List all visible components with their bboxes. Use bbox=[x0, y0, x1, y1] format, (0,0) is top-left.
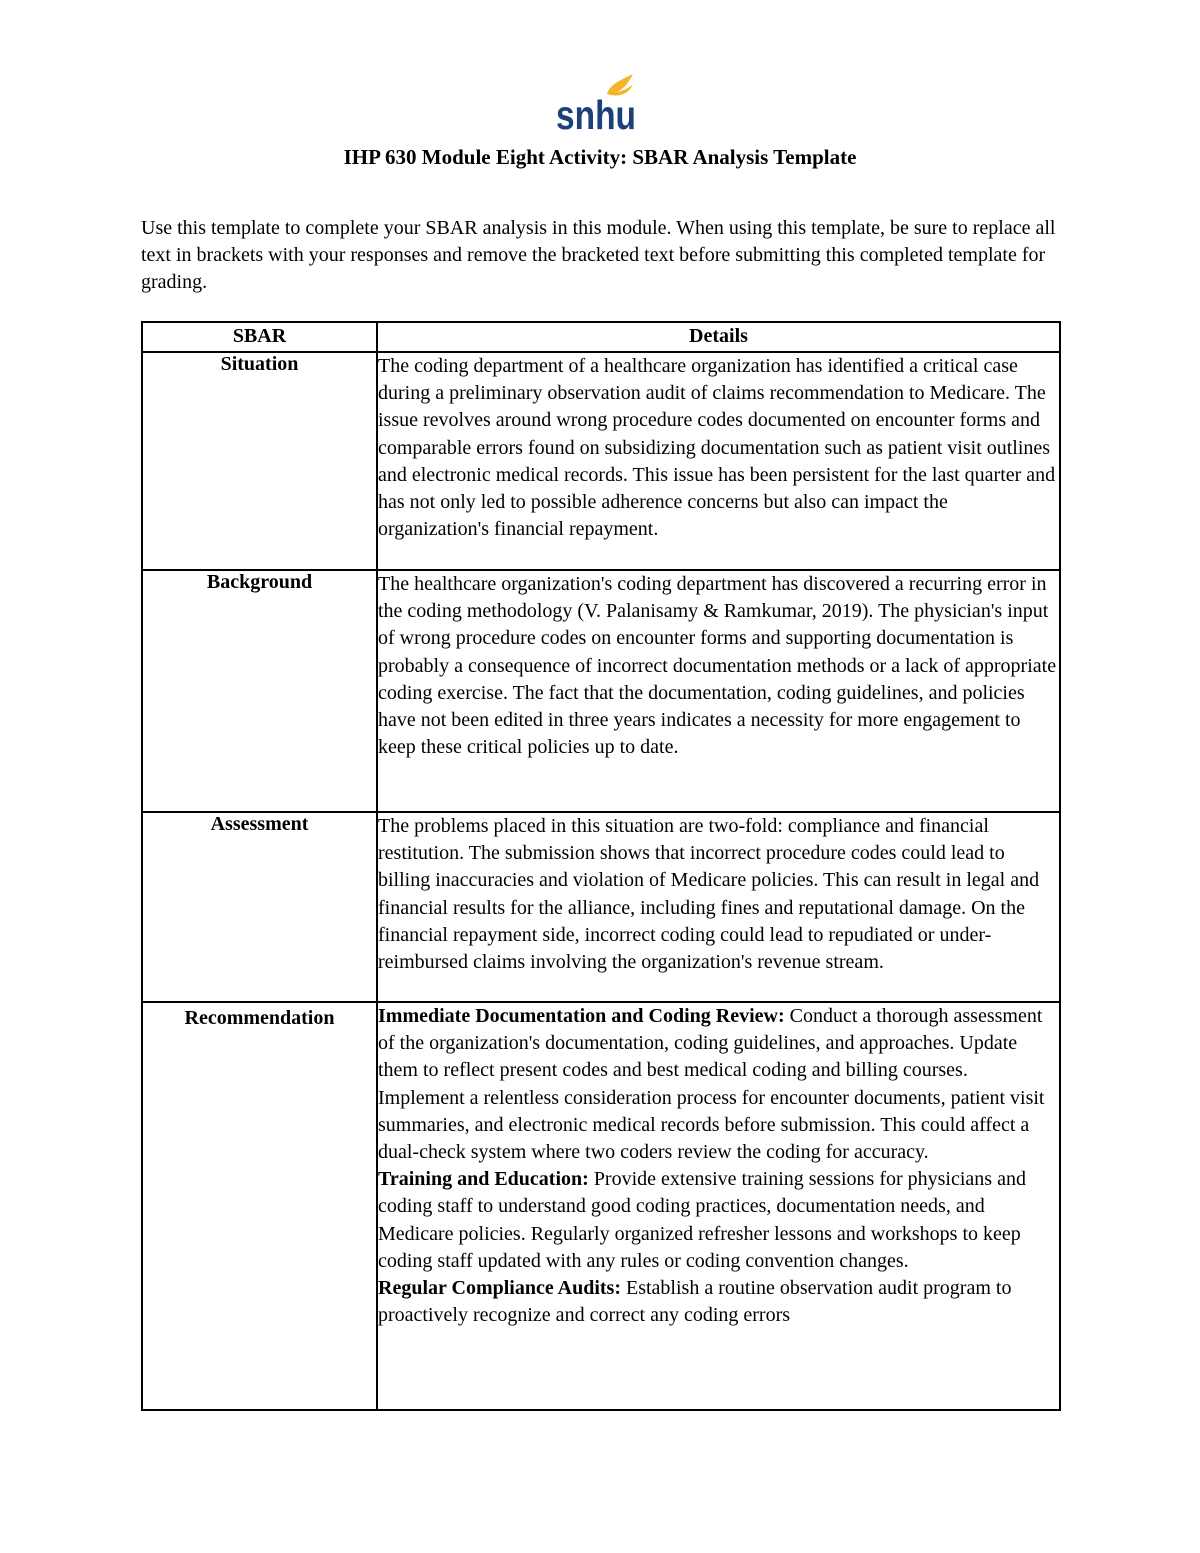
header-sbar: SBAR bbox=[142, 322, 377, 352]
document-title: IHP 630 Module Eight Activity: SBAR Analysis Template bbox=[343, 145, 857, 169]
snhu-logo bbox=[555, 72, 645, 134]
background-row bbox=[142, 570, 1060, 812]
recommendation-item-text: Provide extensive training sessions for physicians and coding staff to understand good coding practices, documentation needs, and Medicare policies. Regularly organized refresher lessons and workshops to keep coding staff updated with any rules or coding convention changes. bbox=[378, 1168, 1026, 1272]
snhu-logo-graphic bbox=[555, 72, 645, 134]
recommendation-item bbox=[378, 1166, 1059, 1275]
recommendation-item bbox=[378, 1003, 1059, 1166]
recommendation-item-heading: Immediate Documentation and Coding Review: bbox=[378, 1005, 785, 1027]
intro-paragraph: Use this template to complete your SBAR analysis in this module. When using this template, be sure to replace all text in brackets with your responses and remove the bracketed text before submitting this completed template for grading. bbox=[141, 217, 1056, 293]
logo-wordmark: snhu bbox=[556, 92, 636, 134]
assessment-details: The problems placed in this situation are two-fold: compliance and financial restitution. The submission shows that incorrect procedure codes could lead to billing inaccuracies and violation of Medicare policies. This can result in legal and financial results for the alliance, including fines and reputational damage. On the financial repayment side, incorrect coding could lead to repudiated or under-reimbursed claims involving the organization's revenue stream. bbox=[377, 812, 1060, 1002]
situation-row bbox=[142, 352, 1060, 570]
recommendation-item bbox=[378, 1275, 1059, 1329]
situation-details: The coding department of a healthcare organization has identified a critical case during a preliminary observation audit of claims recommendation to Medicare. The issue revolves around wrong procedure codes documented on encounter forms and comparable errors found on subsidizing documentation such as patient visit outlines and electronic medical records. This issue has been persistent for the last quarter and has not only led to possible adherence concerns but also can impact the organization's financial repayment. bbox=[377, 352, 1060, 570]
header-details: Details bbox=[377, 322, 1060, 352]
recommendation-details bbox=[377, 1002, 1060, 1410]
recommendation-item-text: Conduct a thorough assessment of the organization's documentation, coding guidelines, and approaches. Update them to reflect present codes and best medical coding and billing courses. Implement a relentless consideration process for encounter documents, patient visit summaries, and electronic medical records before submission. This could affect a dual-check system where two coders review the coding for accuracy. bbox=[378, 1005, 1045, 1164]
background-details: The healthcare organization's coding department has discovered a recurring error in the coding methodology (V. Palanisamy & Ramkumar, 2019). The physician's input of wrong procedure codes on encounter forms and supporting documentation is probably a consequence of incorrect documentation methods or a lack of appropriate coding exercise. The fact that the documentation, coding guidelines, and policies have not been edited in three years indicates a necessity for more engagement to keep these critical policies up to date. bbox=[377, 570, 1060, 812]
assessment-label: Assessment bbox=[142, 812, 377, 1002]
background-label: Background bbox=[142, 570, 377, 812]
recommendation-label: Recommendation bbox=[142, 1002, 377, 1410]
assessment-row bbox=[142, 812, 1060, 1002]
recommendation-item-heading: Regular Compliance Audits: bbox=[378, 1277, 621, 1300]
recommendation-row bbox=[142, 1002, 1060, 1410]
recommendation-item-heading: Training and Education: bbox=[378, 1168, 589, 1191]
sbar-table bbox=[141, 321, 1061, 1411]
situation-label: Situation bbox=[142, 352, 377, 570]
recommendation-item-text: Establish a routine observation audit program to proactively recognize and correct any coding errors bbox=[378, 1277, 1012, 1327]
table-header-row bbox=[142, 322, 1060, 352]
